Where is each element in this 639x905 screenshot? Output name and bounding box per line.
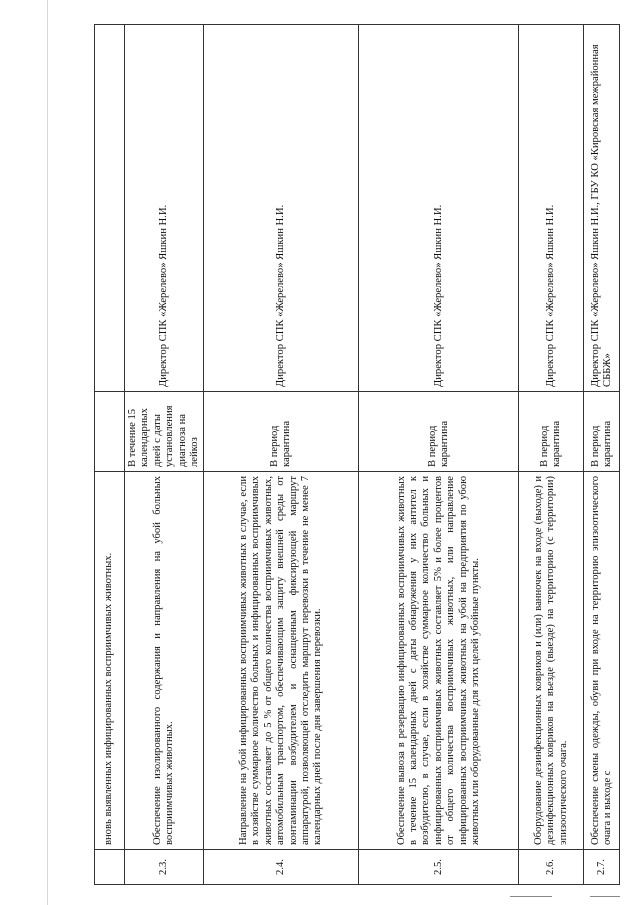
row-action: Обеспечение смены одежды, обуви при входе на территорию эпизоотического очага и выходе с [584, 472, 620, 850]
row-term [95, 392, 125, 472]
row-term: В период карантина [359, 392, 519, 472]
row-number: 2.6. [519, 850, 584, 885]
row-number: 2.4. [204, 850, 359, 885]
scan-artifact-mark [510, 896, 552, 897]
row-action: Обеспечение вывоза в резервацию инфицированных восприимчивых животных в течение 15 календарных дней с даты обнаружения у них антител к возбудителю, в случае, если в хозяйстве суммарное количество больных и инфицированных восприимчивых животных составляет 5% и более процентов от общего количества восприимчивых животных, или направление инфицированных восприимчивых животных на убой на предприятия по убою животных или оборудованные для этих целей убойные пункты. [359, 472, 519, 850]
table-row [584, 25, 620, 885]
table-row [95, 25, 125, 885]
plan-table [94, 24, 620, 885]
row-action: Направление на убой инфицированных восприимчивых животных в случае, если в хозяйстве суммарное количество больных и инфицированных восприимчивых животных составляет до 5 % от общего количества восприимчивых животных, автомобильным транспортом, обеспечивающим защиту внешней среды от контаминации возбудителем и оснащенным фиксирующей маршрут аппаратурой, позволяющей отследить маршрут перевозки в течение не менее 7 календарных дней после дня завершения перевозки. [204, 472, 359, 850]
table-row [204, 25, 359, 885]
row-term: В период карантина [204, 392, 359, 472]
row-responsible: Директор СПК «Жерелево» Яшкин Н.И. [204, 25, 359, 392]
row-action: Обеспечение изолированного содержания и направления на убой больных восприимчивых животных. [125, 472, 204, 850]
row-responsible: Директор СПК «Жерелево» Яшкин Н.И. [519, 25, 584, 392]
row-number [95, 850, 125, 885]
scan-edge-line [47, 0, 48, 905]
row-term: В период карантина [519, 392, 584, 472]
row-action: Оборудование дезинфекционных ковриков и (или) ванночек на входе (выходе) и дезинфекционных ковриков на въезде (выезде) на территорию (с территории) эпизоотического очага. [519, 472, 584, 850]
table-row [359, 25, 519, 885]
row-responsible: Директор СПК «Жерелево» Яшкин Н.И. [125, 25, 204, 392]
table-row [519, 25, 584, 885]
rotated-content [94, 25, 620, 885]
table-row [125, 25, 204, 885]
row-responsible: Директор СПК «Жерелево» Яшкин Н.И. [359, 25, 519, 392]
row-term: В период карантина [584, 392, 620, 472]
row-responsible: Директор СПК «Жерелево» Яшкин Н.И., ГБУ КО «Кировская межрайонная СББЖ» [584, 25, 620, 392]
row-number: 2.3. [125, 850, 204, 885]
scan-artifact-mark [590, 896, 620, 897]
row-number: 2.7. [584, 850, 620, 885]
row-responsible [95, 25, 125, 392]
row-action: вновь выявленных инфицированных восприимчивых животных. [95, 472, 125, 850]
row-number: 2.5. [359, 850, 519, 885]
row-term: В течение 15 календарных дней с даты установления диагноза на лейкоз [125, 392, 204, 472]
